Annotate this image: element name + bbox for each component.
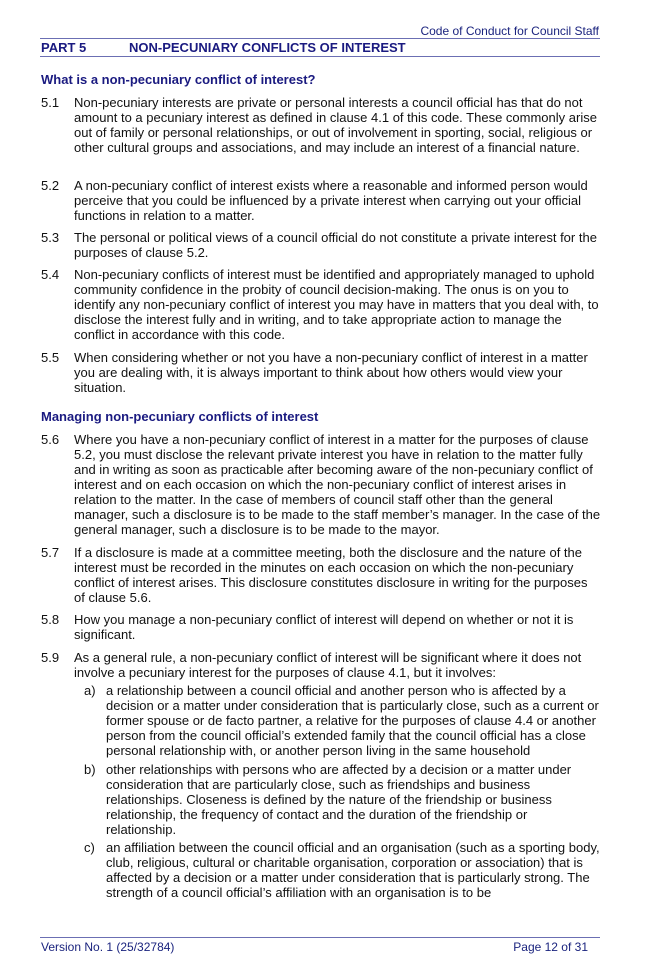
version-number: Version No. 1 (25/32784) [41, 940, 175, 954]
clause-text: Non-pecuniary conflicts of interest must be identified and appropriately managed to uphold community confidence in the probity of council decision-making. The onus is on you to identify any non-pecuniary conflict of interest you may have in matters that you deal with, to disclose the interest fully and in writing, and to take appropriate action to manage the conflict in accordance with this code. [74, 267, 599, 342]
clause-5-9 [41, 650, 601, 680]
clause-number: 5.1 [41, 95, 60, 110]
running-header: Code of Conduct for Council Staff [420, 24, 599, 38]
clause-number: 5.7 [41, 545, 60, 560]
subclause-text: an affiliation between the council official and an organisation (such as a sporting body, club, religious, cultural or charitable organisation, corporation or association) that is affected by a decision or a matter under consideration that is particularly strong. The strength of a council official’s affiliation with an organisation is to be [106, 840, 600, 900]
clause-number: 5.9 [41, 650, 60, 665]
subclause-text: a relationship between a council official and another person who is affected by a decision or a matter under consideration that is particularly close, such as a current or former spouse or de facto partner, a relative for the purposes of clause 4.4 or another person from the council official’s extended family that the council official has a close personal relationship with, or another person living in the same household [106, 683, 599, 758]
clause-number: 5.4 [41, 267, 60, 282]
section-heading: Managing non-pecuniary conflicts of interest [41, 409, 319, 424]
clause-text: Where you have a non-pecuniary conflict of interest in a matter for the purposes of clause 5.2, you must disclose the relevant private interest you have in relation to the matter fully and in writing as soon as practicable after becoming aware of the non-pecuniary conflict of interest and on each occasion on which the non-pecuniary conflict of interest arises in relation to the matter. In the case of members of council staff other than the general manager, such a disclosure is to be made to the staff member’s manager. In the case of the general manager, such a disclosure is to be made to the mayor. [74, 432, 601, 537]
clause-number: 5.3 [41, 230, 60, 245]
clause-5-2 [41, 178, 601, 223]
part-title-rule [40, 56, 600, 57]
clause-number: 5.2 [41, 178, 60, 193]
clause-5-8 [41, 612, 601, 642]
clause-5-5 [41, 350, 601, 395]
subclause-a [84, 683, 601, 758]
subclause-c [84, 840, 601, 900]
clause-text: The personal or political views of a council official do not constitute a private interest for the purposes of clause 5.2. [74, 230, 597, 260]
subclause-letter: b) [84, 762, 96, 777]
clause-5-4 [41, 267, 601, 342]
clause-text: If a disclosure is made at a committee meeting, both the disclosure and the nature of the interest must be recorded in the minutes on each occasion on which the non-pecuniary conflict of interest arises. This disclosure constitutes disclosure in writing for the purposes of clause 5.6. [74, 545, 588, 605]
section-heading: What is a non-pecuniary conflict of interest? [41, 72, 316, 87]
subclause-text: other relationships with persons who are affected by a decision or a matter under consideration that are particularly close, such as friendships and business relationships. Closeness is defined by the nature of the friendship or business relationship, the frequency of contact and the duration of the friendship or relationship. [106, 762, 572, 837]
clause-text: A non-pecuniary conflict of interest exists where a reasonable and informed person would perceive that you could be influenced by a private interest when carrying out your official functions in relation to a matter. [74, 178, 588, 223]
clause-text: How you manage a non-pecuniary conflict of interest will depend on whether or not it is significant. [74, 612, 574, 642]
subclause-b [84, 762, 601, 837]
clause-number: 5.6 [41, 432, 60, 447]
part-number: PART 5 [41, 40, 87, 55]
clause-text: Non-pecuniary interests are private or personal interests a council official has that do not amount to a pecuniary interest as defined in clause 4.1 of this code. These commonly arise out of family or personal relationships, or out of involvement in sporting, social, religious or other cultural groups and associations, and may include an interest of a financial nature. [74, 95, 597, 155]
clause-number: 5.8 [41, 612, 60, 627]
page-number: Page 12 of 31 [513, 940, 588, 954]
clause-number: 5.5 [41, 350, 60, 365]
header-rule [40, 38, 600, 39]
clause-5-3 [41, 230, 601, 260]
part-title-text: NON-PECUNIARY CONFLICTS OF INTEREST [129, 40, 406, 55]
clause-text: When considering whether or not you have a non-pecuniary conflict of interest in a matter you are dealing with, it is always important to think about how others would view your situation. [74, 350, 588, 395]
part-title [41, 40, 406, 55]
clause-5-7 [41, 545, 601, 605]
footer-rule [40, 937, 600, 938]
clause-5-6 [41, 432, 601, 537]
clause-5-1 [41, 95, 601, 155]
subclause-letter: c) [84, 840, 95, 855]
clause-text: As a general rule, a non-pecuniary conflict of interest will be significant where it does not involve a pecuniary interest for the purposes of clause 4.1, but it involves: [74, 650, 582, 680]
subclause-letter: a) [84, 683, 96, 698]
